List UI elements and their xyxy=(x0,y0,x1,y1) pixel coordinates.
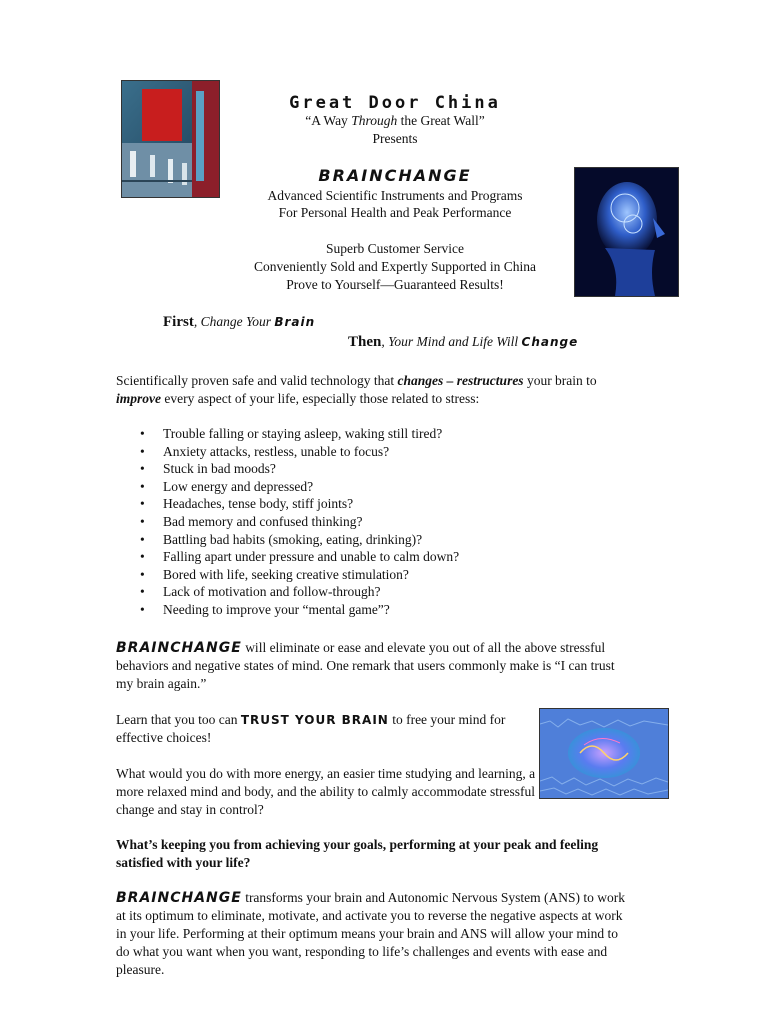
energy-paragraph: What would you do with more energy, an easier time studying and learning, a more relaxed mind and body, and the ability to calmly accommodate stressful change and stay in control? xyxy=(116,766,536,817)
intro-bold-improve: improve xyxy=(116,391,161,406)
company-name: Great Door China xyxy=(289,93,501,113)
list-item: • Anxiety attacks, restless, unable to focus? xyxy=(116,443,636,461)
trust-paragraph xyxy=(116,711,536,747)
intro-bold-changes: changes – restructures xyxy=(397,373,524,388)
slogan-first-rest: , Change Your xyxy=(193,314,275,329)
list-item: • Bad memory and confused thinking? xyxy=(116,513,636,531)
slogan-first xyxy=(163,314,315,331)
slogan-change-word: Change xyxy=(521,335,579,349)
slogan-then-rest: , Your Mind and Life Will xyxy=(381,334,522,349)
para3-text-1: Learn that you too can xyxy=(116,712,241,727)
symptom-list xyxy=(116,425,636,619)
para5-text: transforms your brain and Autonomic Nervous System (ANS) to work at its optimum to eliminate, motivate, and activate you to reverse the negative aspects at work in your life. Performing at their optimum means your brain and ANS will allow your mind to do what you want when you want, responding to life’s challenges and events with ease and pleasure. xyxy=(116,890,626,977)
list-item: • Bored with life, seeking creative stimulation? xyxy=(116,566,636,584)
list-item: • Falling apart under pressure and unable to calm down? xyxy=(116,548,636,566)
list-item: • Needing to improve your “mental game”? xyxy=(116,601,636,619)
brain-photo xyxy=(539,708,669,799)
slogan-first-word: First xyxy=(163,314,194,330)
presents-text: Presents xyxy=(372,131,418,146)
list-item: • Headaches, tense body, stiff joints? xyxy=(116,495,636,513)
trust-your-brain: TRUST YOUR BRAIN xyxy=(240,713,389,727)
tagline xyxy=(200,113,590,129)
header-line-2: For Personal Health and Peak Performance xyxy=(278,205,512,220)
brand-inline-2: BRAINCHANGE xyxy=(116,890,242,906)
list-item: • Low energy and depressed? xyxy=(116,478,636,496)
intro-text-2: your brain to xyxy=(523,373,597,388)
header-line-5: Prove to Yourself—Guaranteed Results! xyxy=(286,277,504,292)
slogan-then xyxy=(348,334,578,351)
question-paragraph: What’s keeping you from achieving your goals, performing at your peak and feeling satisfied with your life? xyxy=(116,837,599,870)
product-title: BRAINCHANGE xyxy=(318,166,472,185)
slogan-then-word: Then xyxy=(348,334,382,350)
header-line-1: Advanced Scientific Instruments and Programs xyxy=(267,188,523,203)
tagline-pre: “A Way xyxy=(305,113,352,128)
list-item: • Battling bad habits (smoking, eating, drinking)? xyxy=(116,531,636,549)
list-item: • Stuck in bad moods? xyxy=(116,460,636,478)
para3-text-2: to free your mind for effective choices! xyxy=(116,712,506,745)
header-line-4: Conveniently Sold and Expertly Supported in China xyxy=(254,259,536,274)
brainchange-paragraph-1 xyxy=(116,639,626,693)
list-item: • Trouble falling or staying asleep, waking still tired? xyxy=(116,425,636,443)
intro-paragraph xyxy=(116,372,626,408)
brand-inline: BRAINCHANGE xyxy=(116,640,242,656)
intro-text-1: Scientifically proven safe and valid technology that xyxy=(116,373,398,388)
tagline-emphasis: Through xyxy=(351,113,398,128)
slogan-brain-word: Brain xyxy=(274,315,316,329)
intro-text-3: every aspect of your life, especially those related to stress: xyxy=(161,391,480,406)
tagline-post: the Great Wall” xyxy=(397,113,485,128)
para2-text: will eliminate or ease and elevate you out of all the above stressful behaviors and negative states of mind. One remark that users commonly make is “I can trust my brain again.” xyxy=(116,640,615,691)
list-item: • Lack of motivation and follow-through? xyxy=(116,583,636,601)
brainchange-paragraph-2 xyxy=(116,889,626,979)
header-line-3: Superb Customer Service xyxy=(326,241,464,256)
